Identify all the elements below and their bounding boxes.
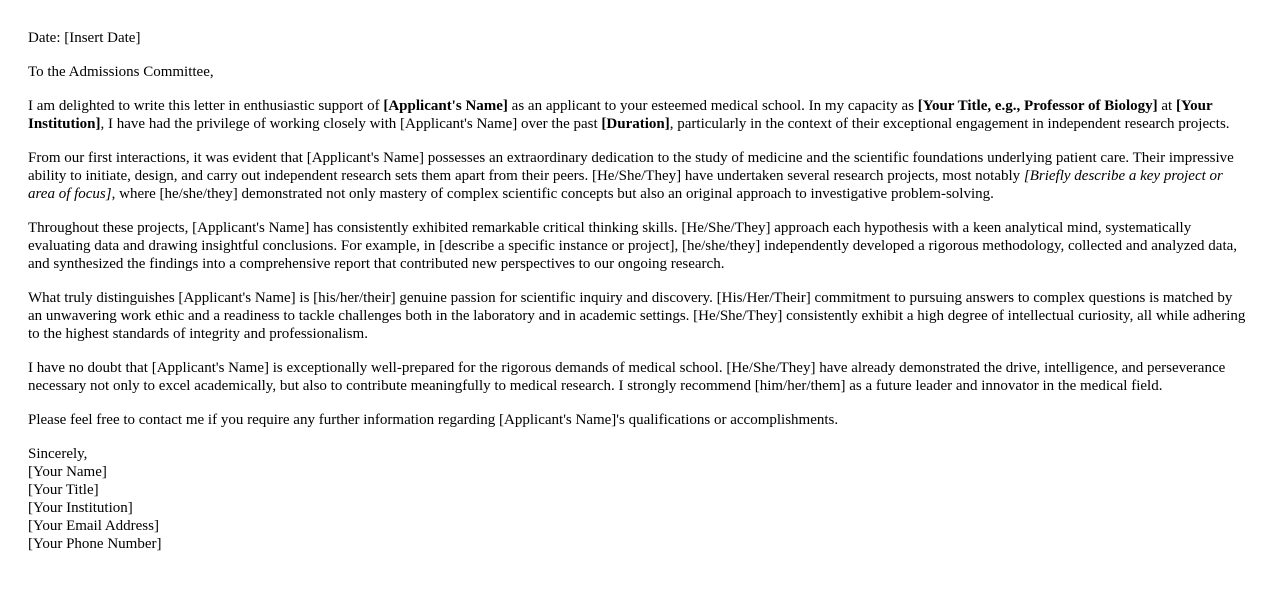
- p2-text-b: , where [he/she/they] demonstrated not only mastery of complex scientific concepts but also an original approach to investigative problem-solving.: [111, 186, 994, 202]
- your-institution-placeholder: [Your Institution]: [28, 98, 1213, 132]
- signer-email: [Your Email Address]: [28, 518, 159, 534]
- salutation: To the Admissions Committee,: [28, 64, 214, 80]
- applicant-name-placeholder: [Applicant's Name]: [383, 98, 508, 114]
- p1-text-b: as an applicant to your esteemed medical school. In my capacity as: [507, 98, 918, 114]
- paragraph-critical-thinking: Throughout these projects, [Applicant's Name] has consistently exhibited remarkable critical thinking skills. [He/She/They] approach each hypothesis with a keen analytical mind, systematically evaluating data and drawing insightful conclusions. For example, in [describe a specific instance or project], [he/she/they] independently developed a rigorous methodology, collected and analyzed data, and synthesized the findings into a comprehensive report that contributed new perspectives to our ongoing research.: [28, 220, 1238, 272]
- closing: Sincerely,: [28, 446, 88, 462]
- signer-title: [Your Title]: [28, 482, 99, 498]
- paragraph-passion: What truly distinguishes [Applicant's Name] is [his/her/their] genuine passion for scientific inquiry and discovery. [His/Her/Their] commitment to pursuing answers to complex questions is matched by an unwavering work ethic and a readiness to tackle challenges both in the laboratory and in academic settings. [He/She/They] consistently exhibit a high degree of intellectual curiosity, all while adhering to the highest standards of integrity and professionalism.: [28, 290, 1246, 342]
- paragraph-dedication: [28, 149, 1250, 203]
- signature-block: [28, 445, 1250, 553]
- p1-text-e: , particularly in the context of their exceptional engagement in independent research projects.: [669, 116, 1230, 132]
- p2-text-a: From our first interactions, it was evident that [Applicant's Name] possesses an extraordinary dedication to the study of medicine and the scientific foundations underlying patient care. Their impressive ability to initiate, design, and carry out independent research sets them apart from their peers. [He/She/They] have undertaken several research projects, most notably: [28, 150, 1234, 184]
- key-project-placeholder: [Briefly describe a key project or area of focus]: [28, 168, 1223, 202]
- duration-placeholder: [Duration]: [601, 116, 670, 132]
- letter-body: [28, 29, 1250, 553]
- p1-text-d: , I have had the privilege of working closely with [Applicant's Name] over the past: [100, 116, 602, 132]
- p1-text-c: at: [1157, 98, 1176, 114]
- signer-phone: [Your Phone Number]: [28, 536, 162, 552]
- signer-name: [Your Name]: [28, 464, 107, 480]
- signer-institution: [Your Institution]: [28, 500, 133, 516]
- paragraph-introduction: [28, 97, 1250, 133]
- paragraph-recommendation: I have no doubt that [Applicant's Name] is exceptionally well-prepared for the rigorous demands of medical school. [He/She/They] have already demonstrated the drive, intelligence, and perseverance necessary not only to excel academically, but also to contribute meaningfully to medical research. I strongly recommend [him/her/them] as a future leader and innovator in the medical field.: [28, 360, 1226, 394]
- date-line: Date: [Insert Date]: [28, 30, 141, 46]
- p1-text-a: I am delighted to write this letter in enthusiastic support of: [28, 98, 384, 114]
- your-title-placeholder: [Your Title, e.g., Professor of Biology]: [917, 98, 1158, 114]
- paragraph-contact: Please feel free to contact me if you require any further information regarding [Applicant's Name]'s qualifications or accomplishments.: [28, 412, 839, 428]
